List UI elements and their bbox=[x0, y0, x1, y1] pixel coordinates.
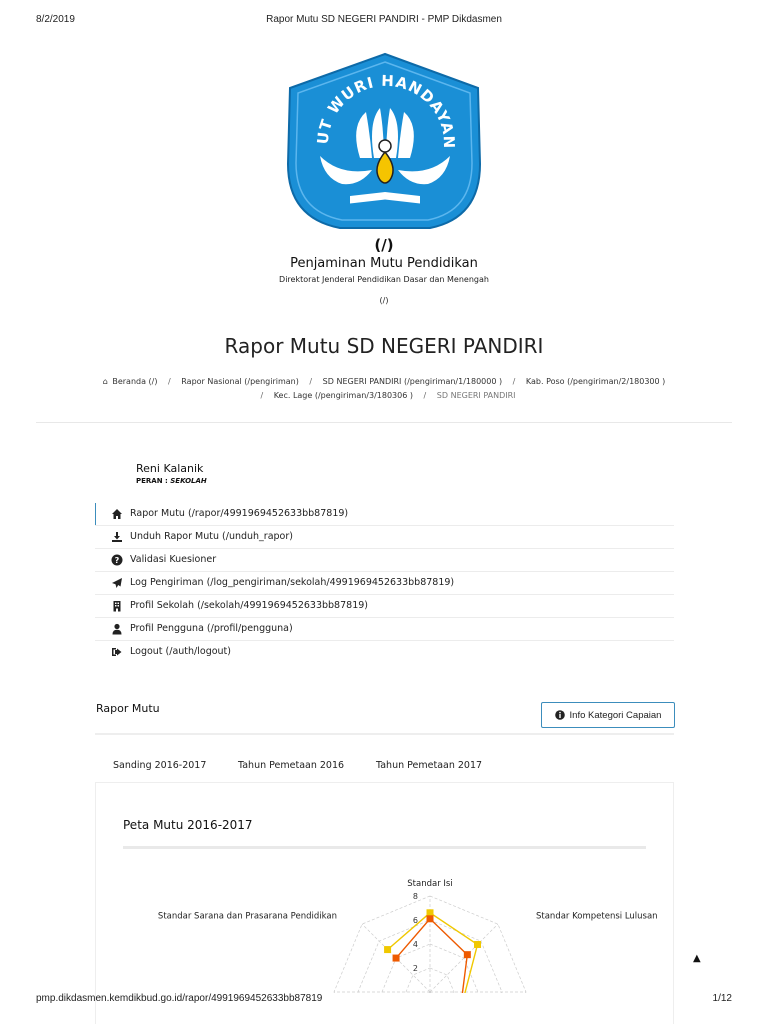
logout-icon bbox=[111, 646, 123, 658]
menu-item-label: Unduh Rapor Mutu (/unduh_rapor) bbox=[130, 531, 293, 542]
radar-data-point bbox=[427, 915, 434, 922]
radar-data-point bbox=[427, 909, 434, 916]
radar-tick-label: 6 bbox=[412, 916, 418, 925]
svg-text:?: ? bbox=[114, 556, 120, 565]
user-icon bbox=[111, 623, 123, 635]
print-title: Rapor Mutu SD NEGERI PANDIRI - PMP Dikdasmen bbox=[266, 14, 502, 25]
user-role-value: SEKOLAH bbox=[170, 477, 207, 485]
radar-tick-label: 2 bbox=[412, 964, 418, 973]
brand-subtitle: Direktorat Jenderal Pendidikan Dasar dan Menengah bbox=[279, 275, 489, 284]
radar-data-point bbox=[384, 946, 391, 953]
header-divider bbox=[36, 422, 732, 423]
tabs-divider bbox=[95, 733, 674, 735]
radar-tick-label: 4 bbox=[412, 940, 418, 949]
home-icon: ⌂ bbox=[102, 377, 108, 386]
radar-axis-label: Standar Kompetensi Lulusan bbox=[536, 911, 658, 922]
info-icon bbox=[555, 710, 565, 720]
side-menu bbox=[95, 503, 674, 664]
menu-item-label: Validasi Kuesioner bbox=[130, 554, 217, 565]
brand-name: Penjaminan Mutu Pendidikan bbox=[290, 256, 478, 271]
breadcrumb-rapor-nasional[interactable]: Rapor Nasional (/pengiriman) bbox=[181, 377, 299, 386]
tab-tahun-pemetaan-2016[interactable]: Tahun Pemetaan 2016 bbox=[238, 760, 345, 771]
print-footer bbox=[0, 993, 768, 1009]
user-role bbox=[136, 477, 207, 485]
tab-sanding-2016-2017[interactable]: Sanding 2016-2017 bbox=[113, 760, 207, 771]
menu-item-rapor-mutu[interactable] bbox=[95, 503, 674, 526]
building-icon bbox=[111, 600, 123, 612]
brand-home-link-secondary[interactable]: (/) bbox=[379, 296, 389, 305]
radar-axis-label: Standar Sarana dan Prasarana Pendidikan bbox=[157, 911, 337, 922]
breadcrumb-separator: / bbox=[423, 391, 427, 400]
question-icon bbox=[111, 554, 123, 566]
download-icon bbox=[111, 531, 123, 543]
tab-tahun-pemetaan-2017[interactable]: Tahun Pemetaan 2017 bbox=[376, 760, 483, 771]
menu-item-label: Logout (/auth/logout) bbox=[130, 646, 231, 657]
panel-title-rule bbox=[123, 846, 646, 849]
breadcrumb-separator: / bbox=[260, 391, 264, 400]
menu-item-label: Profil Pengguna (/profil/pengguna) bbox=[130, 623, 293, 634]
section-title: Rapor Mutu bbox=[96, 702, 160, 715]
radar-axis-label: Standar Isi bbox=[407, 879, 453, 889]
menu-item-validasi-kuesioner[interactable] bbox=[95, 549, 674, 572]
breadcrumb-provinsi[interactable]: SD NEGERI PANDIRI (/pengiriman/1/180000 ) bbox=[322, 377, 503, 386]
breadcrumb-separator: / bbox=[168, 377, 171, 386]
radar-data-point bbox=[393, 955, 400, 962]
menu-item-label: Rapor Mutu (/rapor/4991969452633bb87819) bbox=[130, 508, 349, 519]
panel-title: Peta Mutu 2016-2017 bbox=[123, 818, 253, 832]
breadcrumb-kabupaten[interactable]: Kab. Poso (/pengiriman/2/180300 ) bbox=[525, 377, 666, 386]
user-role-label: PERAN : bbox=[136, 477, 168, 485]
breadcrumb bbox=[60, 375, 708, 403]
menu-item-logout[interactable] bbox=[95, 641, 674, 664]
info-kategori-capaian-button[interactable] bbox=[541, 702, 675, 728]
menu-item-label: Log Pengiriman (/log_pengiriman/sekolah/4991969452633bb87819) bbox=[130, 577, 455, 588]
breadcrumb-kecamatan[interactable]: Kec. Lage (/pengiriman/3/180306 ) bbox=[273, 391, 413, 400]
scroll-to-top-button[interactable]: ▲ bbox=[693, 953, 701, 964]
home-icon bbox=[111, 508, 123, 520]
radar-tick-label: 8 bbox=[412, 892, 418, 901]
breadcrumb-separator: / bbox=[309, 377, 313, 386]
page-title: Rapor Mutu SD NEGERI PANDIRI bbox=[224, 334, 544, 358]
breadcrumb-beranda[interactable]: Beranda (/) bbox=[112, 377, 158, 386]
print-url: pmp.dikdasmen.kemdikbud.go.id/rapor/4991969452633bb87819 bbox=[36, 993, 323, 1004]
menu-item-profil-sekolah[interactable] bbox=[95, 595, 674, 618]
menu-item-unduh-rapor[interactable] bbox=[95, 526, 674, 549]
radar-data-point bbox=[464, 951, 471, 958]
print-page-number: 1/12 bbox=[712, 993, 732, 1004]
breadcrumb-separator: / bbox=[512, 377, 516, 386]
tut-wuri-handayani-logo[interactable] bbox=[280, 46, 490, 236]
menu-item-profil-pengguna[interactable] bbox=[95, 618, 674, 641]
breadcrumb-current: SD NEGERI PANDIRI bbox=[436, 391, 516, 400]
radar-data-point bbox=[474, 941, 481, 948]
user-name: Reni Kalanik bbox=[136, 462, 204, 475]
send-icon bbox=[111, 577, 123, 589]
brand-home-link[interactable]: (/) bbox=[374, 236, 394, 254]
print-date: 8/2/2019 bbox=[36, 14, 75, 25]
peta-mutu-radar-chart bbox=[96, 860, 674, 993]
menu-item-log-pengiriman[interactable] bbox=[95, 572, 674, 595]
print-header bbox=[0, 14, 768, 30]
menu-item-label: Profil Sekolah (/sekolah/4991969452633bb87819) bbox=[130, 600, 368, 611]
logo-text: UT WURI HANDAYAN bbox=[313, 71, 459, 150]
info-button-label: Info Kategori Capaian bbox=[569, 709, 662, 721]
